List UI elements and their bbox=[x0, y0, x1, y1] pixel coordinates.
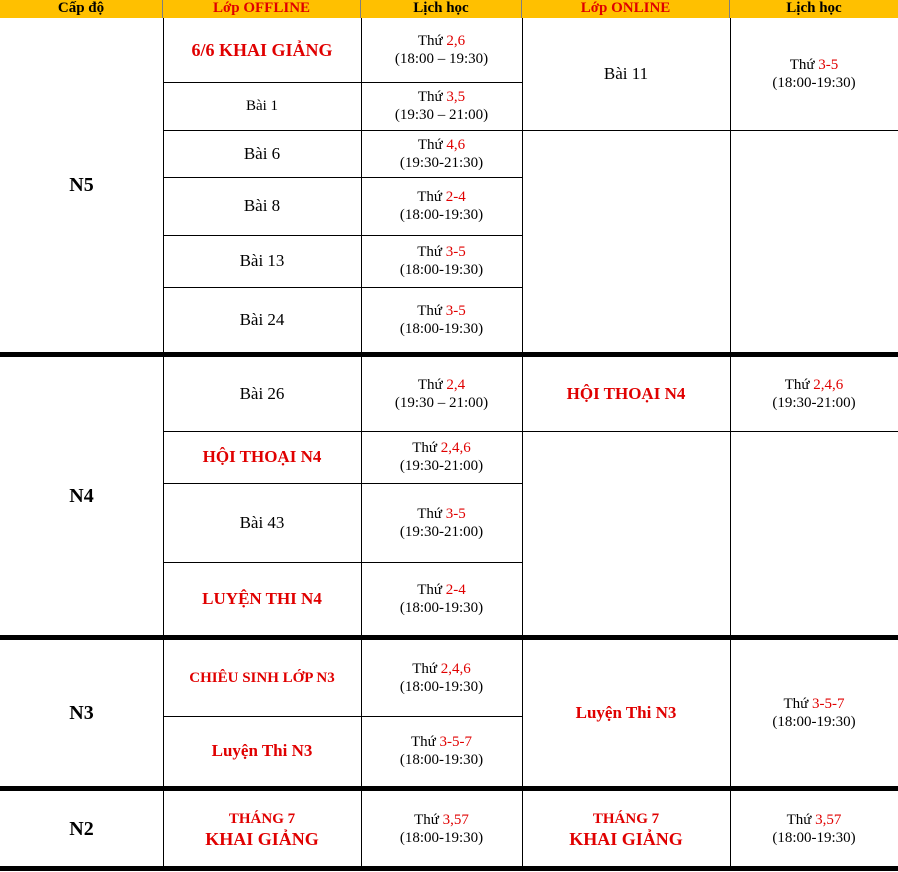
n5-offline-class-3: Bài 6 bbox=[243, 143, 281, 163]
n4-offline-schedule-4: Thứ 2-4 (18:00-19:30) bbox=[399, 581, 484, 616]
n4-offline-schedule-2: Thứ 2,4,6 (19:30-21:00) bbox=[399, 440, 484, 474]
n4-offline-schedule-1: Thứ 2,4 (19:30 – 21:00) bbox=[394, 377, 489, 411]
n4-offline-class-4: LUYỆN THI N4 bbox=[202, 588, 322, 608]
level-n3: N3 bbox=[69, 702, 94, 724]
header-offline-schedule: Lịch học bbox=[361, 0, 522, 18]
n3-offline-class-1: CHIÊU SINH LỚP N3 bbox=[189, 670, 335, 686]
n5-offline-class-6: Bài 24 bbox=[239, 309, 285, 329]
n5-offline-class-1: 6/6 KHAI GIẢNG bbox=[191, 40, 333, 60]
level-n5: N5 bbox=[69, 174, 94, 196]
n3-online-class: Luyện Thi N3 bbox=[575, 703, 677, 722]
level-n2: N2 bbox=[69, 817, 94, 840]
n4-offline-class-2: HỘI THOẠI N4 bbox=[202, 447, 322, 466]
n5-offline-schedule-1: Thứ 2,6 (18:00 – 19:30) bbox=[394, 33, 489, 67]
n5-offline-class-5: Bài 13 bbox=[239, 251, 285, 270]
header-offline-class: Lớp OFFLINE bbox=[163, 0, 361, 18]
n2-offline-class: THÁNG 7 KHAI GIẢNG bbox=[205, 810, 319, 849]
n4-offline-schedule-3: Thứ 3-5 (19:30-21:00) bbox=[399, 505, 484, 540]
n5-offline-schedule-6: Thứ 3-5 (18:00-19:30) bbox=[399, 302, 484, 337]
n3-offline-schedule-1: Thứ 2,4,6 (18:00-19:30) bbox=[399, 661, 484, 695]
n5-offline-schedule-2: Thứ 3,5 (19:30 – 21:00) bbox=[394, 89, 489, 123]
n2-online-class: THÁNG 7 KHAI GIẢNG bbox=[569, 810, 683, 849]
n2-online-schedule: Thứ 3,57 (18:00-19:30) bbox=[772, 811, 856, 846]
n5-offline-class-4: Bài 8 bbox=[243, 196, 281, 215]
n5-offline-schedule-5: Thứ 3-5 (18:00-19:30) bbox=[399, 244, 484, 278]
n5-online-schedule: Thứ 3-5 (18:00-19:30) bbox=[772, 57, 856, 91]
n4-offline-class-1: Bài 26 bbox=[239, 384, 285, 403]
header-level: Cấp độ bbox=[0, 0, 163, 18]
header-online-class: Lớp ONLINE bbox=[522, 0, 730, 18]
n3-online-schedule: Thứ 3-5-7 (18:00-19:30) bbox=[772, 696, 856, 730]
level-n4: N4 bbox=[69, 485, 94, 507]
n5-offline-schedule-3: Thứ 4,6 (19:30-21:30) bbox=[399, 136, 484, 171]
header-online-schedule: Lịch học bbox=[730, 0, 898, 18]
n4-offline-class-3: Bài 43 bbox=[239, 512, 285, 532]
n3-offline-schedule-2: Thứ 3-5-7 (18:00-19:30) bbox=[399, 734, 484, 768]
n5-offline-class-2: Bài 1 bbox=[245, 98, 279, 114]
n5-online-class: Bài 11 bbox=[603, 64, 649, 83]
n2-offline-schedule: Thứ 3,57 (18:00-19:30) bbox=[399, 811, 484, 846]
n3-offline-class-2: Luyện Thi N3 bbox=[211, 741, 313, 760]
n4-online-schedule: Thứ 2,4,6 (19:30-21:00) bbox=[772, 377, 856, 411]
n4-online-class: HỘI THOẠI N4 bbox=[566, 384, 686, 403]
n5-offline-schedule-4: Thứ 2-4 (18:00-19:30) bbox=[399, 189, 484, 223]
